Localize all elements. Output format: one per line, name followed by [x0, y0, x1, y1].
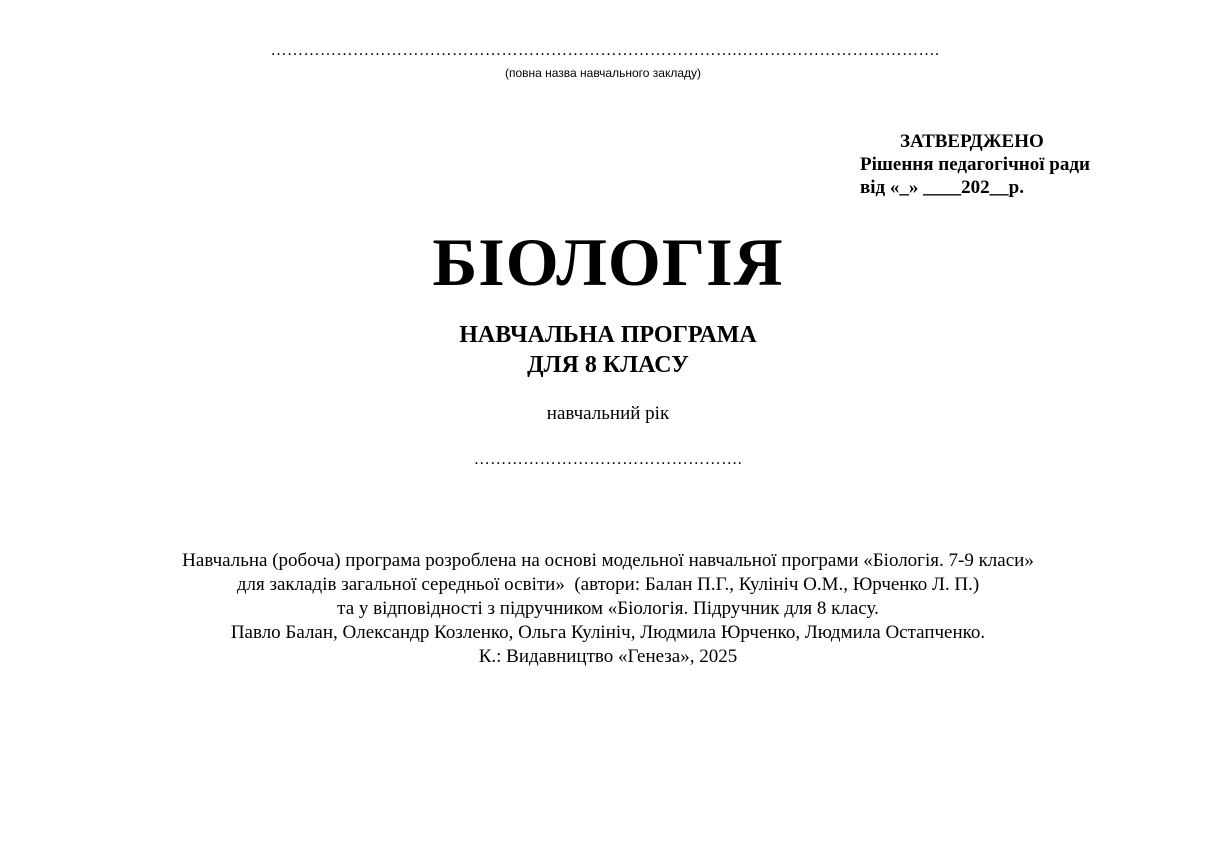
institution-name-placeholder: ………………………………………………………………………….……………………………….: [270, 42, 940, 59]
subject-title: БІОЛОГІЯ: [432, 224, 784, 300]
approval-council-line: Рішення педагогічної ради: [860, 154, 1090, 175]
approval-date-line: від «_» ____202__р.: [860, 177, 1024, 198]
academic-year-label: навчальний рік: [546, 403, 670, 424]
approval-block: [860, 130, 1120, 199]
institution-caption: (повна назва навчального закладу): [504, 66, 702, 80]
description-line: Навчальна (робоча) програма розроблена на основі модельної навчальної програми «Біологія. 7-9 класи»: [182, 550, 1034, 571]
approval-title: ЗАТВЕРДЖЕНО: [900, 131, 1044, 152]
academic-year-placeholder: ………………………………………….: [473, 451, 743, 468]
description-line: та у відповідності з підручником «Біологія. Підручник для 8 класу.: [337, 598, 879, 619]
program-subtitle: [0, 320, 1216, 380]
description-line: для закладів загальної середньої освіти» (автори: Балан П.Г., Кулініч О.М., Юрченко Л. П.): [236, 574, 980, 595]
program-description: [0, 549, 1216, 669]
program-subtitle-line-2: ДЛЯ 8 КЛАСУ: [527, 352, 689, 378]
description-line: К.: Видавництво «Генеза», 2025: [478, 646, 738, 667]
description-line: Павло Балан, Олександр Козленко, Ольга Кулініч, Людмила Юрченко, Людмила Остапченко.: [230, 622, 986, 643]
program-subtitle-line-1: НАВЧАЛЬНА ПРОГРАМА: [459, 322, 757, 348]
